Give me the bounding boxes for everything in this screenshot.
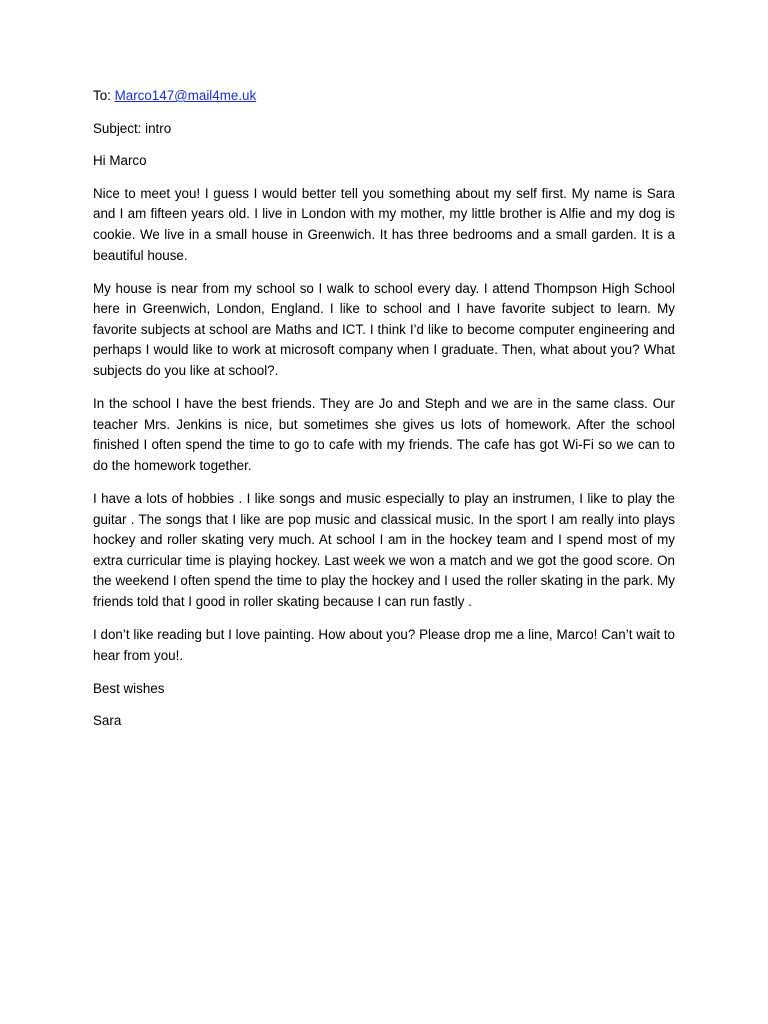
letter-document — [93, 86, 675, 744]
recipient-email-link[interactable]: Marco147@mail4me.uk — [114, 88, 257, 103]
to-label: To: — [93, 88, 115, 103]
body-paragraph-1: Nice to meet you! I guess I would better tell you something about my self first. My name is Sara and I am fifteen years old. I live in London with my mother, my little brother is Alfie and my dog is cookie. We live in a small house in Greenwich. It has three bedrooms and a small garden. It is a beautiful house. — [93, 185, 675, 263]
greeting: Hi Marco — [93, 153, 147, 169]
body-paragraph-2: My house is near from my school so I walk to school every day. I attend Thompson High School here in Greenwich, London, England. I like to school and I have favorite subject to learn. My favorite subjects at school are Maths and ICT. I think I’d like to become computer engineering and perhaps I would like to work at microsoft company when I graduate. Then, what about you? What subjects do you like at school?. — [93, 280, 675, 379]
body-paragraph-5: I don’t like reading but I love painting. How about you? Please drop me a line, Marco! Can’t wait to hear from you!. — [93, 627, 675, 663]
body-paragraph-3: In the school I have the best friends. They are Jo and Steph and we are in the same class. Our teacher Mrs. Jenkins is nice, but sometimes she gives us lots of homework. After the school finished I often spend the time to go to cafe with my friends. The cafe has got Wi-Fi so we can to do the homework together. — [93, 396, 675, 473]
closing: Best wishes — [93, 680, 165, 696]
to-line — [93, 86, 675, 107]
subject-line: Subject: intro — [93, 120, 172, 136]
signature: Sara — [93, 713, 122, 729]
body-paragraph-4: I have a lots of hobbies . I like songs and music especially to play an instrumen, I like to play the guitar . The songs that I like are pop music and classical music. In the sport I am really into plays hockey and roller skating very much. At school I am in the hockey team and I spend most of my extra curricular time is playing hockey. Last week we won a match and we got the good score. On the weekend I often spend the time to play the hockey and I used the roller skating in the park. My friends told that I good in roller skating because I can run fastly . — [93, 491, 675, 609]
